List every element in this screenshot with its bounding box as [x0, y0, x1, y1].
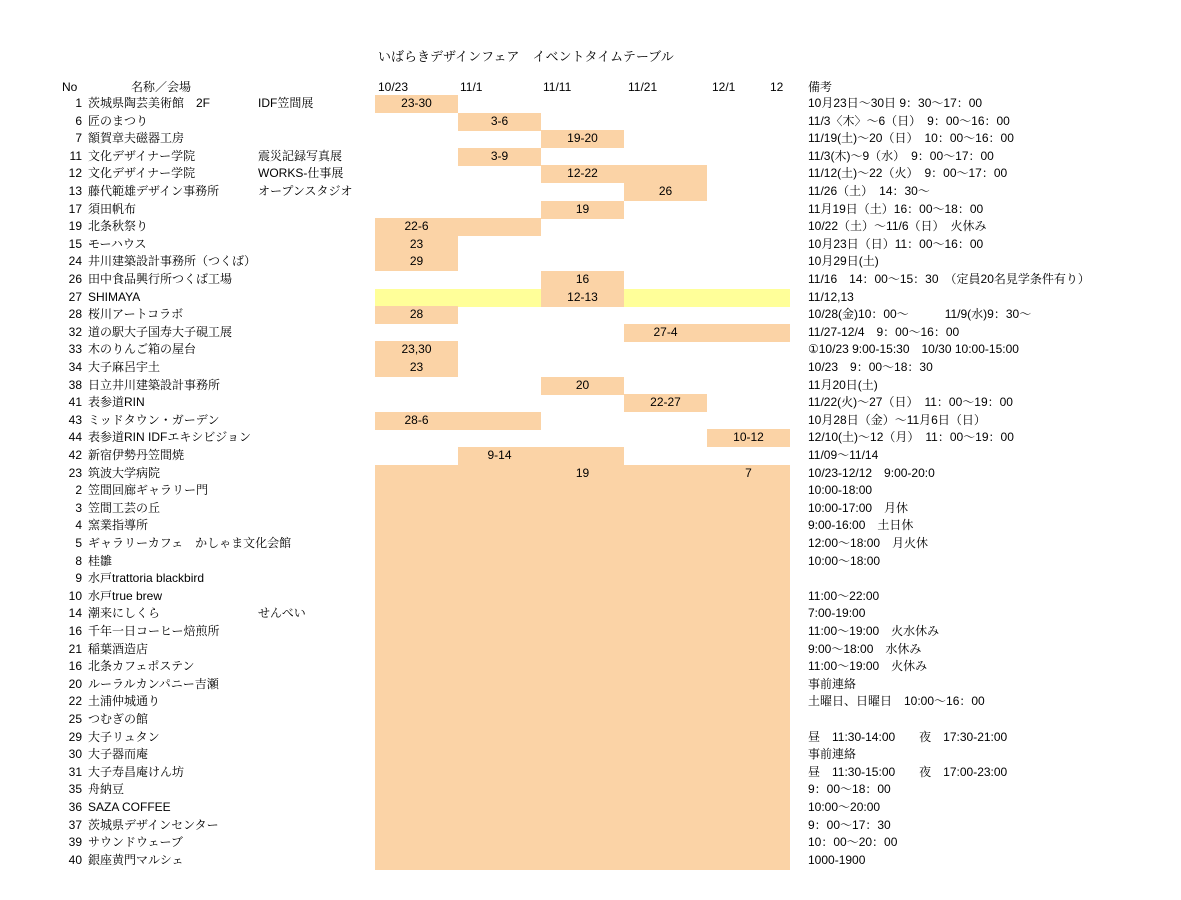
row-name: ミッドタウン・ガーデン — [88, 412, 220, 427]
row-no: 6 — [75, 113, 82, 128]
row-note: 11/12,13 — [808, 289, 854, 304]
row-no: 32 — [68, 324, 82, 339]
row-note: 11/09～11/14 — [808, 448, 879, 462]
row-note: 12:00～18:00 月火休 — [808, 536, 929, 550]
row-name: 茨城県デザインセンター — [88, 817, 219, 832]
table-row — [0, 658, 1181, 676]
column-header-date: 11/21 — [628, 80, 658, 94]
row-name: 北条カフェポステン — [88, 659, 195, 674]
bar-label: 27-4 — [653, 324, 678, 339]
row-note: 10/22（土）～11/6（日） 火休み — [808, 219, 987, 234]
row-no: 13 — [68, 184, 82, 198]
row-no: 35 — [68, 782, 82, 797]
row-name: 道の駅大子国寿大子硯工展 — [88, 324, 233, 339]
row-note: 11:00～22:00 — [808, 588, 880, 603]
row-name: 潮来にしくら — [88, 606, 161, 621]
row-note: ①10/23 9:00-15:30 10/30 10:00-15:00 — [808, 342, 1019, 357]
row-name: 窯業指導所 — [88, 518, 149, 533]
row-no: 16 — [68, 624, 82, 638]
row-name: 表参道RIN IDFエキシビジョン — [88, 430, 251, 445]
row-note: 11/12(土)～22（火） 9：00～17：00 — [808, 166, 1008, 181]
gantt-bar — [375, 799, 790, 817]
row-no: 11 — [69, 148, 82, 163]
gantt-bar — [375, 500, 790, 518]
row-name: 木のりんご箱の屋台 — [88, 342, 197, 357]
row-subname: WORKS-仕事展 — [258, 166, 344, 181]
table-row — [0, 130, 1181, 148]
gantt-bar — [375, 711, 790, 729]
row-note: 11/3(木)～9（水） 9：00～17：00 — [808, 148, 994, 163]
bar-label: 19-20 — [567, 131, 598, 146]
row-no: 3 — [75, 500, 82, 515]
row-note: 昼 11:30-14:00 夜 17:30-21:00 — [808, 729, 1008, 744]
row-no: 36 — [68, 800, 82, 814]
row-note: 11月19日（土）16：00～18：00 — [808, 201, 984, 216]
row-no: 10 — [68, 588, 82, 603]
row-name: 水戸true brew — [88, 588, 163, 603]
table-row — [0, 183, 1181, 201]
table-row — [0, 447, 1181, 465]
gantt-bar — [375, 623, 790, 641]
row-name: 桜川アートコラボ — [88, 307, 184, 322]
bar-label: 26 — [658, 184, 673, 198]
gantt-bar — [375, 834, 790, 852]
table-row — [0, 306, 1181, 324]
row-name: 新宿伊勢丹笠間焼 — [88, 448, 185, 462]
row-no: 28 — [68, 307, 82, 322]
bar-label: 23-30 — [401, 96, 432, 110]
row-name: SHIMAYA — [88, 289, 141, 304]
row-subname: IDF笠間展 — [258, 96, 314, 110]
row-name: 茨城県陶芸美術館 2F — [88, 96, 211, 110]
row-name: 田中食品興行所つくば工場 — [88, 272, 233, 286]
row-note: 12/10(土)～12（月） 11：00～19：00 — [808, 430, 1014, 445]
gantt-bar — [375, 641, 790, 659]
table-row — [0, 553, 1181, 571]
row-name: 大子リュタン — [88, 729, 160, 744]
row-note: 9:00-16:00 土日休 — [808, 518, 914, 533]
bar-label: 23 — [409, 360, 424, 374]
column-header-date: 11/11 — [543, 80, 572, 94]
row-name: 笠間回廊ギャラリー門 — [88, 483, 209, 498]
table-row — [0, 588, 1181, 606]
row-note: 11/26（土） 14：30～ — [808, 184, 930, 198]
table-row — [0, 412, 1181, 430]
row-name: SAZA COFFEE — [88, 800, 171, 814]
row-name: ルーラルカンパニー吉瀬 — [88, 676, 219, 691]
row-name: 桂雛 — [88, 553, 113, 568]
bar-label: 12-22 — [567, 166, 598, 181]
row-note: 9:00～18:00 水休み — [808, 641, 922, 656]
table-row — [0, 500, 1181, 518]
table-row — [0, 834, 1181, 852]
row-no: 8 — [75, 553, 82, 568]
table-row — [0, 253, 1181, 271]
page-title: いばらきデザインフェア イベントタイムテーブル — [378, 49, 674, 64]
row-note: 11/27-12/4 9：00～16：00 — [808, 324, 960, 339]
table-row — [0, 570, 1181, 588]
row-no: 43 — [68, 412, 82, 427]
row-no: 39 — [68, 835, 82, 850]
row-no: 2 — [75, 483, 82, 498]
row-note: 10：00～20：00 — [808, 835, 898, 850]
row-no: 5 — [75, 536, 82, 550]
row-name: ギャラリーカフェ かしゃま文化会館 — [88, 536, 292, 550]
row-no: 1 — [75, 96, 82, 110]
bar-label: 7 — [745, 465, 752, 480]
row-no: 23 — [68, 465, 82, 480]
table-row — [0, 95, 1181, 113]
row-note: 10:00-17:00 月休 — [808, 500, 909, 515]
table-row — [0, 429, 1181, 447]
bar-label: 20 — [575, 377, 590, 392]
row-name: 大子麻呂宇土 — [88, 360, 161, 374]
row-note: 11/3〈木〉～6（日） 9：00～16：00 — [808, 113, 1010, 128]
table-row — [0, 377, 1181, 395]
gantt-bar — [375, 693, 790, 711]
row-subname: オープンスタジオ — [258, 184, 353, 198]
row-no: 19 — [68, 219, 82, 234]
table-row — [0, 729, 1181, 747]
row-name: 土浦仲城通り — [88, 694, 161, 709]
row-no: 37 — [68, 817, 82, 832]
gantt-bar — [375, 676, 790, 694]
row-note: 9：00～17：30 — [808, 817, 891, 832]
row-name: 大子寿昌庵けん坊 — [88, 764, 185, 779]
row-name: 稲葉酒造店 — [88, 641, 149, 656]
bar-label: 10-12 — [733, 430, 764, 445]
table-row — [0, 535, 1181, 553]
table-row — [0, 394, 1181, 412]
table-row — [0, 799, 1181, 817]
table-row — [0, 623, 1181, 641]
table-row — [0, 148, 1181, 166]
table-row — [0, 359, 1181, 377]
gantt-bar — [375, 658, 790, 676]
row-name: 文化デザイナー学院 — [88, 166, 196, 181]
row-no: 16 — [68, 659, 82, 674]
row-no: 4 — [75, 518, 82, 533]
gantt-bar — [375, 852, 790, 870]
row-no: 20 — [68, 676, 82, 691]
gantt-bar — [375, 482, 790, 500]
table-row — [0, 852, 1181, 870]
bar-label: 22-6 — [404, 219, 429, 234]
row-name: 藤代範雄デザイン事務所 — [88, 184, 220, 198]
row-no: 42 — [68, 448, 82, 462]
gantt-bar — [375, 570, 790, 588]
table-row — [0, 165, 1181, 183]
row-name: 筑波大学病院 — [88, 465, 161, 480]
table-row — [0, 676, 1181, 694]
row-no: 17 — [68, 201, 82, 216]
row-note: 10月23日～30日 9：30～17：00 — [808, 96, 983, 110]
row-no: 21 — [68, 641, 82, 656]
table-row — [0, 641, 1181, 659]
table-row — [0, 289, 1181, 307]
table-row — [0, 764, 1181, 782]
row-note: 11:00～19:00 火休み — [808, 659, 928, 674]
row-note: 11/16 14：00～15：30 （定員20名見学条件有り） — [808, 272, 1090, 286]
row-no: 12 — [68, 166, 82, 181]
table-row — [0, 693, 1181, 711]
row-no: 15 — [68, 236, 82, 251]
row-note: 11月20日(土) — [808, 377, 878, 392]
row-note: 1000-1900 — [808, 852, 866, 867]
row-no: 34 — [68, 360, 82, 374]
row-name: 銀座黄門マルシェ — [88, 852, 184, 867]
row-name: つむぎの館 — [88, 712, 149, 726]
bar-label: 16 — [575, 272, 590, 286]
table-row — [0, 324, 1181, 342]
column-header-date: 12 — [770, 80, 784, 94]
row-no: 41 — [68, 395, 82, 410]
table-row — [0, 465, 1181, 483]
gantt-bar — [375, 817, 790, 835]
row-note: 事前連絡 — [808, 747, 857, 762]
row-name: 匠のまつり — [88, 113, 149, 128]
row-no: 14 — [68, 606, 82, 621]
bar-label: 9-14 — [487, 448, 512, 462]
gantt-bar — [375, 553, 790, 571]
row-note: 11:00～19:00 火水休み — [808, 624, 940, 638]
row-no: 7 — [75, 131, 82, 146]
table-row — [0, 341, 1181, 359]
gantt-bar — [375, 746, 790, 764]
bar-label: 28 — [409, 307, 424, 322]
bar-label: 28-6 — [404, 412, 429, 427]
table-row — [0, 517, 1181, 535]
row-note: 10/23-12/12 9:00-20:0 — [808, 465, 935, 480]
row-note: 10/28(金)10：00～ 11/9(水)9：30～ — [808, 307, 1032, 322]
table-row — [0, 482, 1181, 500]
row-name: 笠間工芸の丘 — [88, 500, 161, 515]
gantt-bar — [375, 764, 790, 782]
row-name: モーハウス — [88, 236, 147, 251]
table-row — [0, 218, 1181, 236]
row-name: 大子器而庵 — [88, 747, 149, 762]
bar-label: 12-13 — [567, 289, 598, 304]
table-row — [0, 605, 1181, 623]
row-no: 44 — [68, 430, 82, 445]
row-note: 10月28日（金）～11月6日（日） — [808, 412, 986, 427]
table-row — [0, 113, 1181, 131]
column-header-notes: 備考 — [808, 80, 833, 94]
gantt-bar — [375, 517, 790, 535]
bar-label: 19 — [575, 201, 590, 216]
row-note: 10:00-18:00 — [808, 483, 873, 498]
row-note: 10:00～18:00 — [808, 553, 881, 568]
gantt-bar — [375, 588, 790, 606]
row-name: サウンドウェーブ — [88, 835, 183, 850]
row-no: 31 — [68, 764, 82, 779]
row-note: 11/19(土)～20（日） 10：00～16：00 — [808, 131, 1014, 146]
column-header-no: No — [62, 80, 78, 94]
bar-label: 19 — [575, 465, 590, 480]
row-no: 22 — [68, 694, 82, 709]
bar-label: 23 — [409, 236, 424, 251]
row-name: 北条秋祭り — [88, 219, 149, 234]
row-name: 額賀章夫磁器工房 — [88, 131, 185, 146]
table-row — [0, 271, 1181, 289]
row-no: 38 — [68, 377, 82, 392]
bar-label: 22-27 — [650, 395, 681, 410]
row-no: 29 — [68, 729, 82, 744]
table-row — [0, 236, 1181, 254]
row-no: 24 — [68, 254, 82, 269]
row-subname: 震災記録写真展 — [258, 148, 343, 163]
table-row — [0, 781, 1181, 799]
column-header-date: 11/1 — [460, 80, 483, 94]
row-name: 千年一日コーヒー焙煎所 — [88, 624, 220, 638]
row-name: 表参道RIN — [88, 395, 145, 410]
row-name: 文化デザイナー学院 — [88, 148, 196, 163]
row-name: 水戸trattoria blackbird — [88, 571, 205, 586]
table-row — [0, 711, 1181, 729]
gantt-bar — [375, 729, 790, 747]
row-note: 10/23 9：00～18：30 — [808, 360, 933, 374]
row-name: 舟納豆 — [88, 782, 125, 797]
bar-label: 3-6 — [490, 113, 509, 128]
gantt-bar — [375, 535, 790, 553]
row-name: 須田帆布 — [88, 201, 137, 216]
table-row — [0, 746, 1181, 764]
row-note: 10月29日(土) — [808, 254, 879, 269]
row-no: 40 — [68, 852, 82, 867]
bar-label: 3-9 — [490, 148, 509, 163]
table-row — [0, 201, 1181, 219]
column-header-date: 10/23 — [378, 80, 409, 94]
row-name: 井川建築設計事務所（つくば） — [88, 254, 257, 269]
row-no: 25 — [68, 712, 82, 726]
row-note: 10月23日（日）11：00～16：00 — [808, 236, 984, 251]
row-subname: せんべい — [258, 606, 306, 621]
bar-label: 23,30 — [401, 342, 432, 357]
row-note: 事前連絡 — [808, 676, 857, 691]
column-header-name: 名称／会場 — [131, 80, 192, 94]
table-row — [0, 817, 1181, 835]
row-no: 9 — [75, 571, 82, 586]
row-note: 土曜日、日曜日 10:00～16：00 — [808, 694, 985, 709]
row-note: 11/22(火)～27（日） 11：00～19：00 — [808, 395, 1013, 410]
gantt-bar — [375, 605, 790, 623]
column-header-date: 12/1 — [712, 80, 736, 94]
row-no: 33 — [68, 342, 82, 357]
row-no: 30 — [68, 747, 82, 762]
row-name: 日立井川建築設計事務所 — [88, 377, 221, 392]
row-note: 昼 11:30-15:00 夜 17:00-23:00 — [808, 764, 1008, 779]
bar-label: 29 — [409, 254, 424, 269]
row-no: 26 — [68, 272, 82, 286]
row-note: 10:00～20:00 — [808, 800, 881, 814]
gantt-bar — [375, 781, 790, 799]
row-note: 7:00-19:00 — [808, 606, 866, 621]
row-note: 9：00～18：00 — [808, 782, 891, 797]
row-no: 27 — [68, 289, 82, 304]
